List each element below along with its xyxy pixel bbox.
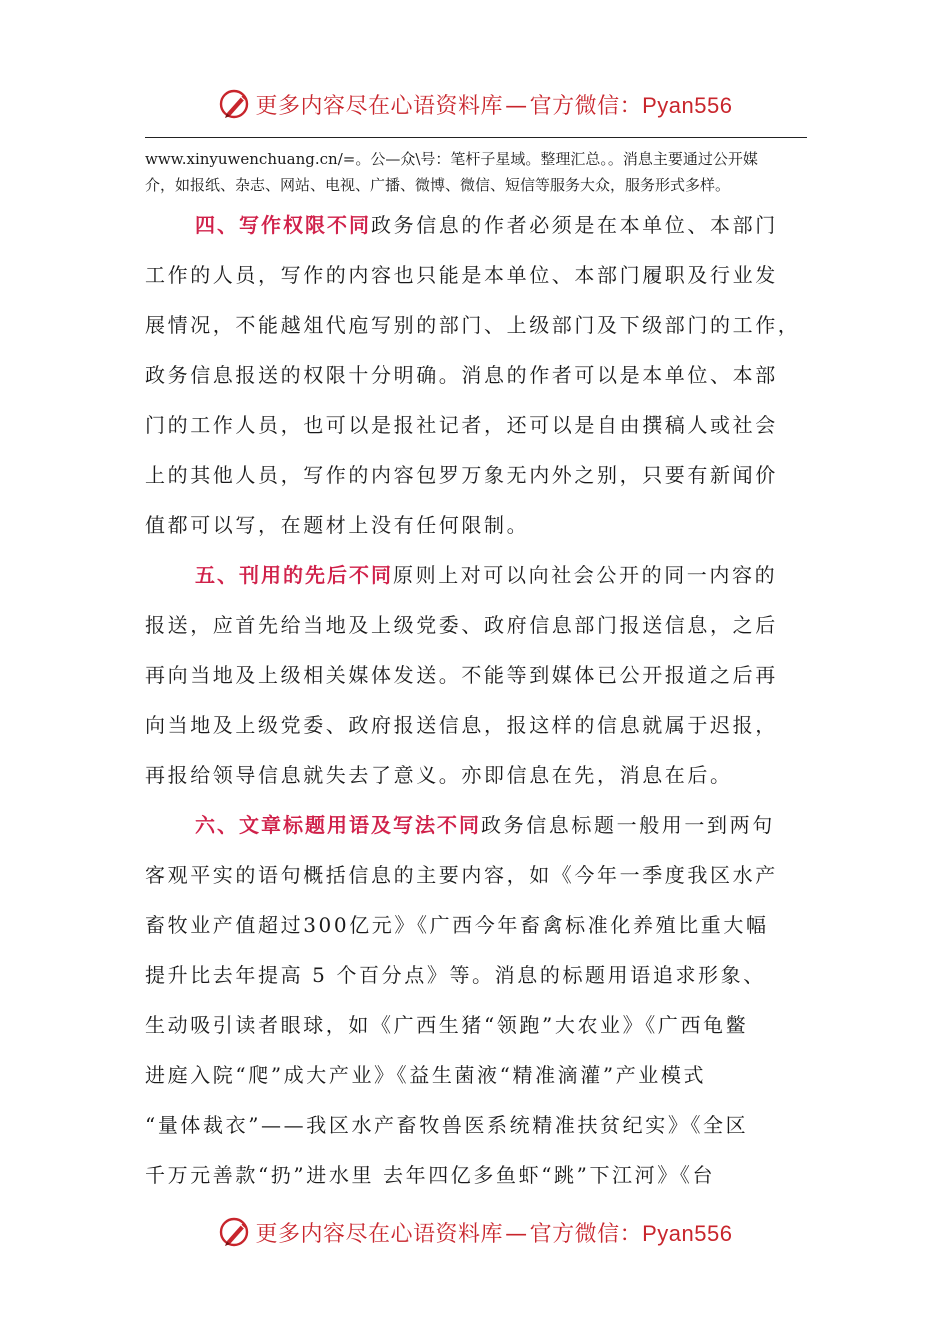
section-heading: 四、写作权限不同: [195, 213, 371, 237]
intro-line: www.xinyuwenchuang.cn/=。公—众\号：笔杆子星域。整理汇总。。消息主要通过公开媒: [145, 150, 758, 168]
brand-handle: Pyan556: [642, 1220, 733, 1246]
intro-paragraph: [145, 146, 815, 198]
body-line: 展情况，不能越俎代庖写别的部门、上级部门及下级部门的工作，: [145, 313, 801, 337]
section-heading: 五、刊用的先后不同: [195, 563, 393, 587]
body-line: 值都可以写，在题材上没有任何限制。: [145, 513, 530, 537]
brand-prefix: 更多内容尽在心语资料库: [255, 1221, 504, 1247]
section-five: [145, 550, 813, 800]
brand-handle: Pyan556: [642, 92, 733, 118]
brand-prefix: 更多内容尽在心语资料库: [255, 93, 504, 119]
section-six: [145, 800, 813, 1200]
brand-separator: —: [505, 1221, 528, 1247]
section-four: [145, 200, 813, 550]
body-line: 向当地及上级党委、政府报送信息，报这样的信息就属于迟报，: [145, 713, 778, 737]
section-heading: 六、文章标题用语及写法不同: [195, 813, 481, 837]
brand-suffix: 官方微信：: [529, 93, 643, 119]
body-line: 上的其他人员，写作的内容包罗万象无内外之别，只要有新闻价: [145, 463, 778, 487]
section-lead: 政务信息的作者必须是在本单位、本部门: [371, 213, 778, 237]
body-line: 再向当地及上级相关媒体发送。不能等到媒体已公开报道之后再: [145, 663, 778, 687]
section-lead: 原则上对可以向社会公开的同一内容的: [393, 563, 778, 587]
body-line: 千万元善款“扔”进水里 去年四亿多鱼虾“跳”下江河》《台: [145, 1163, 716, 1187]
article-body: [145, 200, 813, 1200]
brand-separator: —: [505, 93, 528, 119]
body-line: 政务信息报送的权限十分明确。消息的作者可以是本单位、本部: [145, 363, 778, 387]
section-lead: 政务信息标题一般用一到两句: [481, 813, 775, 837]
section-first-line: [145, 800, 813, 850]
pen-logo-icon: [218, 1215, 252, 1249]
brand-suffix: 官方微信：: [529, 1221, 643, 1247]
body-line: 报送，应首先给当地及上级党委、政府信息部门报送信息，之后: [145, 613, 778, 637]
header-divider: [145, 137, 807, 138]
body-line: 畜牧业产值超过300亿元》《广西今年畜禽标准化养殖比重大幅: [145, 913, 769, 937]
intro-line: 介，如报纸、杂志、网站、电视、广播、微博、微信、短信等服务大众，服务形式多样。: [145, 176, 731, 194]
header-brand: [0, 84, 950, 124]
brand-text: [256, 89, 733, 120]
body-line: 工作的人员，写作的内容也只能是本单位、本部门履职及行业发: [145, 263, 778, 287]
footer-brand: [0, 1212, 950, 1252]
body-line: 提升比去年提高 5 个百分点》等。消息的标题用语追求形象、: [145, 963, 766, 987]
body-line: 进庭入院“爬”成大产业》《益生菌液“精准滴灌”产业模式: [145, 1063, 707, 1087]
body-line: 门的工作人员，也可以是报社记者，还可以是自由撰稿人或社会: [145, 413, 778, 437]
body-line: “量体裁衣”——我区水产畜牧兽医系统精准扶贫纪实》《全区: [145, 1113, 749, 1137]
section-first-line: [145, 550, 813, 600]
body-line: 再报给领导信息就失去了意义。亦即信息在先，消息在后。: [145, 763, 733, 787]
body-line: 客观平实的语句概括信息的主要内容，如《今年一季度我区水产: [145, 863, 778, 887]
pen-logo-icon: [218, 87, 252, 121]
brand-text: [256, 1217, 733, 1248]
section-first-line: [145, 200, 813, 250]
body-line: 生动吸引读者眼球，如《广西生猪“领跑”大农业》《广西龟鳖: [145, 1013, 749, 1037]
